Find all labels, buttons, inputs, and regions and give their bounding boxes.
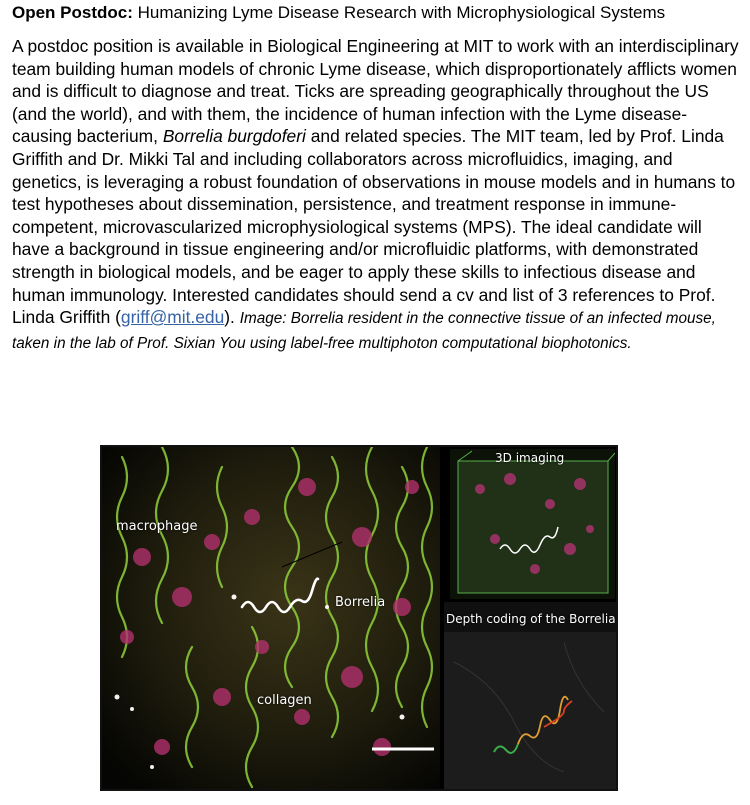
main-microscopy-panel <box>102 447 440 789</box>
3d-imaging-panel <box>450 449 615 599</box>
3d-imaging-image <box>450 449 615 599</box>
body-text-1: A postdoc position is available in Biological Engineering at MIT to work with an interdisciplinary team building human models of chronic Lyme disease, which disproportionately afflicts women and is difficult to diagnose and treat. Ticks are spreading geographically throughout the US (and the world), and with them, the incidence of human infection with the Lyme disease-causing bacterium, <box>12 36 739 147</box>
3d-imaging-label: 3D imaging <box>495 451 565 465</box>
macrophage-label: macrophage <box>116 519 198 534</box>
collagen-label: collagen <box>257 693 312 708</box>
borrelia-label: Borrelia <box>335 595 386 610</box>
body-text-2: and related species. The MIT team, led by Prof. Linda Griffith and Dr. Mikki Tal and including collaborators across microfluidics, imaging, and genetics, is leveraging a robust foundation of observations in mouse models and in humans to test hypotheses about dissemination, persistence, and treatment response in immune-competent, microvascularized microphysiological systems (MPS). The ideal candidate will have a background in tissue engineering and/or microfluidic platforms, with demonstrated strength in biological models, and be eager to apply these skills to infectious disease and human immunology. Interested candidates should send a cv and list of 3 references to Prof. Linda Griffith ( <box>12 126 736 328</box>
depth-coding-label: Depth coding of the Borrelia <box>446 612 616 626</box>
body-text-3: ). <box>224 307 235 328</box>
body-paragraph <box>12 35 740 355</box>
main-microscopy-image <box>102 447 440 789</box>
species-name: Borrelia burgdoferi <box>162 126 306 147</box>
depth-coding-image <box>444 602 616 789</box>
title-text: Humanizing Lyme Disease Research with Microphysiological Systems <box>137 3 666 22</box>
title-prefix: Open Postdoc: <box>12 3 133 22</box>
image-caption: Image: Borrelia resident in the connective tissue of an infected mouse, taken in the lab of Prof. Sixian You using label-free multiphoton computational biophotonics. <box>12 310 716 352</box>
microscopy-figure <box>100 445 618 791</box>
email-link[interactable]: griff@mit.edu <box>120 307 225 328</box>
depth-coding-panel <box>444 602 616 789</box>
page-title <box>12 2 665 23</box>
